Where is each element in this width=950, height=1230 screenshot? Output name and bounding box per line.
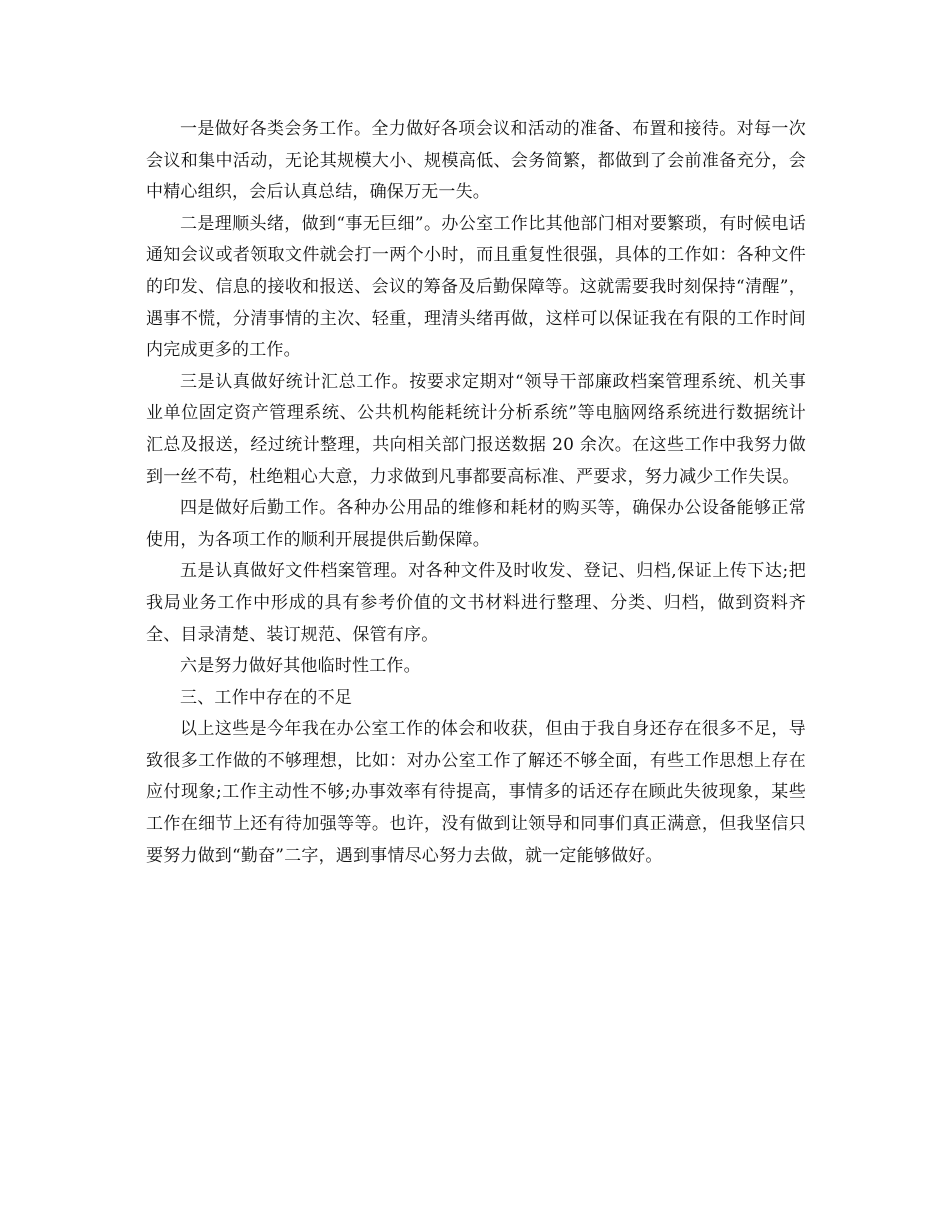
paragraph-statistics-work: 三是认真做好统计汇总工作。按要求定期对“领导干部廉政档案管理系统、机关事业单位固定资产管理系统、公共机构能耗统计分析系统”等电脑网络系统进行数据统计汇总及报送，经过统计整理，共向相关部门报送数据 20 余次。在这些工作中我努力做到一丝不苟，杜绝粗心大意，力求做到凡事都要高标准、严要求，努力减少工作失误。 xyxy=(146,371,806,487)
document-body xyxy=(146,114,806,872)
paragraph-logistics-work: 四是做好后勤工作。各种办公用品的维修和耗材的购买等，确保办公设备能够正常使用，为各项工作的顺利开展提供后勤保障。 xyxy=(146,498,806,550)
paragraph-temporary-work: 六是努力做好其他临时性工作。 xyxy=(180,656,421,677)
paragraph-archive-management: 五是认真做好文件档案管理。对各种文件及时收发、登记、归档,保证上传下达;把我局业务工作中形成的具有参考价值的文书材料进行整理、分类、归档，做到资料齐全、目录清楚、装订规范、保管有序。 xyxy=(146,561,806,645)
paragraph-organize-tasks: 二是理顺头绪，做到“事无巨细”。办公室工作比其他部门相对要繁琐，有时候电话通知会议或者领取文件就会打一两个小时，而且重复性很强，具体的工作如：各种文件的印发、信息的接收和报送、会议的筹备及后勤保障等。这就需要我时刻保持“清醒”，遇事不慌，分清事情的主次、轻重，理清头绪再做，这样可以保证我在有限的工作时间内完成更多的工作。 xyxy=(146,213,806,361)
paragraph-conference-work: 一是做好各类会务工作。全力做好各项会议和活动的准备、布置和接待。对每一次会议和集中活动，无论其规模大小、规模高低、会务简繁，都做到了会前准备充分，会中精心组织，会后认真总结，确保万无一失。 xyxy=(146,119,806,203)
section-heading-shortcomings: 三、工作中存在的不足 xyxy=(180,687,352,708)
paragraph-shortcomings: 以上这些是今年我在办公室工作的体会和收获，但由于我自身还存在很多不足，导致很多工作做的不够理想，比如：对办公室工作了解还不够全面，有些工作思想上存在应付现象;工作主动性不够;办事效率有待提高，事情多的话还存在顾此失彼现象，某些工作在细节上还有待加强等等。也许，没有做到让领导和同事们真正满意，但我坚信只要努力做到“勤奋”二字，遇到事情尽心努力去做，就一定能够做好。 xyxy=(146,719,806,866)
